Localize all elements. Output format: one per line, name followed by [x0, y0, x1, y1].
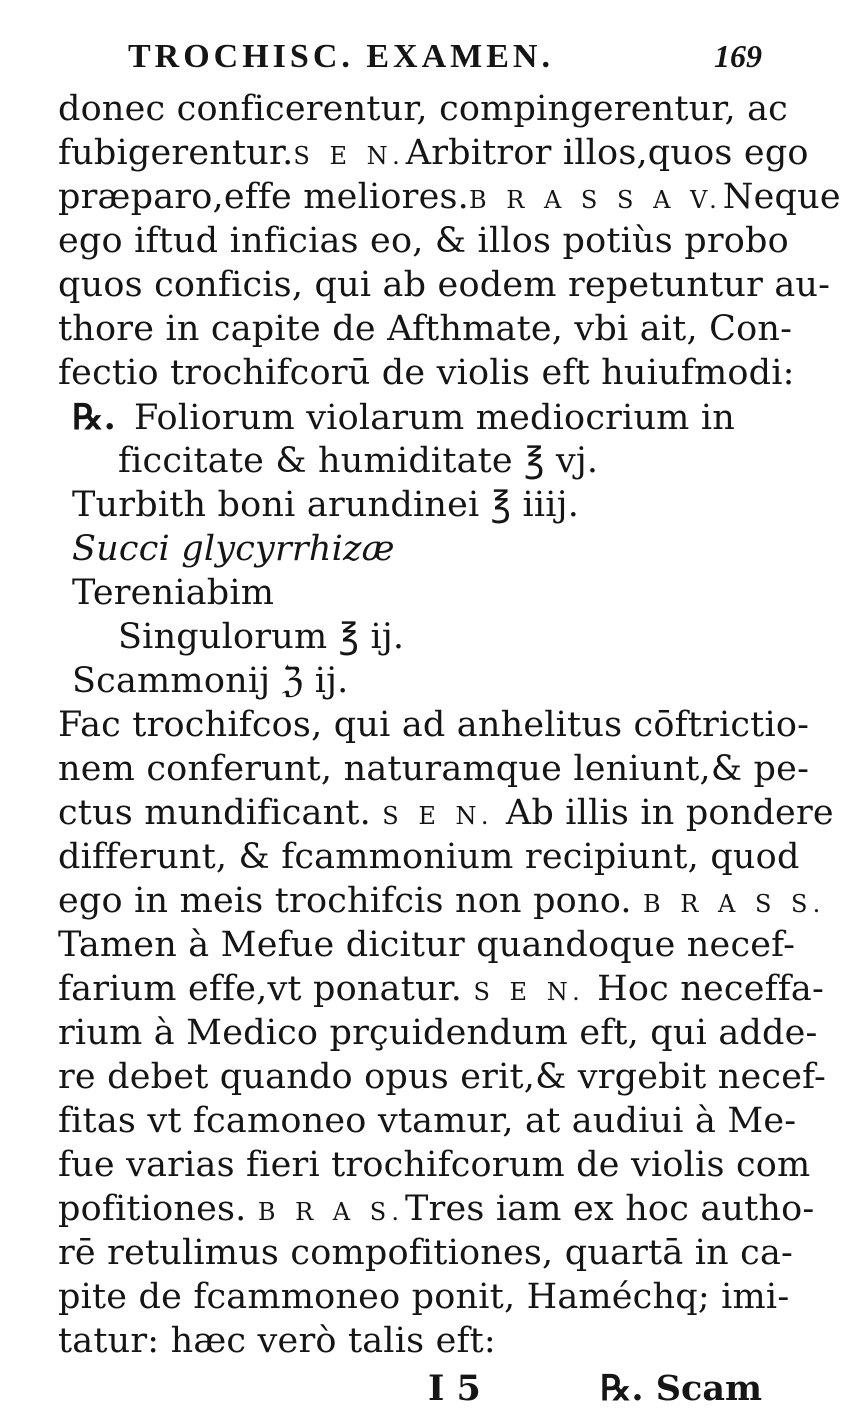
text-run: ctus mundificant. [58, 793, 371, 833]
text-line [58, 1189, 815, 1229]
page-number: 169 [714, 38, 762, 74]
recipe-line [72, 397, 736, 438]
recipe-line: ficcitate & humiditate ℥ vj. [118, 441, 599, 481]
text-run: præparo,effe meliores. [58, 177, 469, 217]
text-line: tatur: hæc verò talis eft: [58, 1321, 496, 1361]
text-run: farium effe,vt ponatur. [58, 969, 463, 1009]
text-line: nem conferunt, naturamque leniunt,& pe- [58, 749, 810, 789]
text-run: pofitiones. [58, 1189, 247, 1229]
recipe-line: Scammonij ℨ ij. [72, 661, 349, 701]
text-line: rium à Medico prçuidendum eft, qui adde- [58, 1013, 818, 1053]
text-run: Arbitror illos,quos ego [405, 133, 809, 173]
text-line: fue varias fieri trochifcorum de violis com [58, 1145, 811, 1185]
page-header [0, 38, 800, 86]
recipe-line: Succi glycyrrhizæ [72, 529, 395, 569]
text-line: differunt, & fcammonium recipiunt, quod [58, 837, 800, 877]
text-line: Tamen à Mefue dicitur quandoque necef- [58, 925, 796, 965]
text-line [58, 881, 827, 921]
text-line: fectio trochifcorū de violis eft huiufmodi: [58, 353, 795, 393]
catchword: ℞. Scam [600, 1368, 763, 1409]
text-line: donec conficerentur, compingerentur, ac [58, 89, 788, 129]
text-line [58, 793, 834, 833]
text-line: pite de fcammoneo ponit, Haméchq; imi- [58, 1277, 790, 1317]
speaker-label: S E N. [382, 802, 495, 830]
speaker-label: B R A S S. [643, 890, 827, 918]
text-line: quos conficis, qui ab eodem repetuntur au- [58, 265, 831, 305]
text-line: fitas vt fcamoneo vtamur, at audiui à Me- [58, 1101, 797, 1141]
text-line: Fac trochifcos, qui ad anhelitus cōftrictio- [58, 705, 810, 745]
text-run: Tres iam ex hoc autho- [404, 1189, 815, 1229]
speaker-label: S E N. [293, 142, 406, 170]
running-title: TROCHISC. EXAMEN. [128, 38, 554, 75]
text-line: ego iftud inficias eo, & illos potiùs probo [58, 221, 789, 261]
recipe-line: Turbith boni arundinei ℥ iiij. [72, 485, 580, 525]
text-line: rē retulimus compofitiones, quartā in ca- [58, 1233, 794, 1273]
recipe-line: Singulorum ℥ ij. [118, 617, 405, 657]
text-run: fubigerentur. [58, 133, 294, 173]
speaker-label: B R A S. [257, 1198, 405, 1226]
speaker-label: S E N. [473, 978, 586, 1006]
speaker-label: B R A S S A V. [469, 186, 723, 214]
text-run: Hoc neceffa- [597, 969, 825, 1009]
text-line [58, 177, 841, 217]
text-line [58, 969, 825, 1009]
text-line [58, 133, 809, 173]
text-run: Foliorum violarum mediocrium in [133, 398, 736, 438]
text-run: Ab illis in pondere [505, 793, 834, 833]
recipe-symbol: ℞. [72, 397, 116, 438]
text-run: Neque [722, 177, 841, 217]
recipe-line: Tereniabim [72, 573, 275, 613]
signature-mark: I 5 [428, 1368, 481, 1409]
text-line: thore in capite de Afthmate, vbi ait, Con- [58, 309, 793, 349]
text-run: ego in meis trochifcis non pono. [58, 881, 632, 921]
text-line: re debet quando opus erit,& vrgebit necef- [58, 1057, 827, 1097]
